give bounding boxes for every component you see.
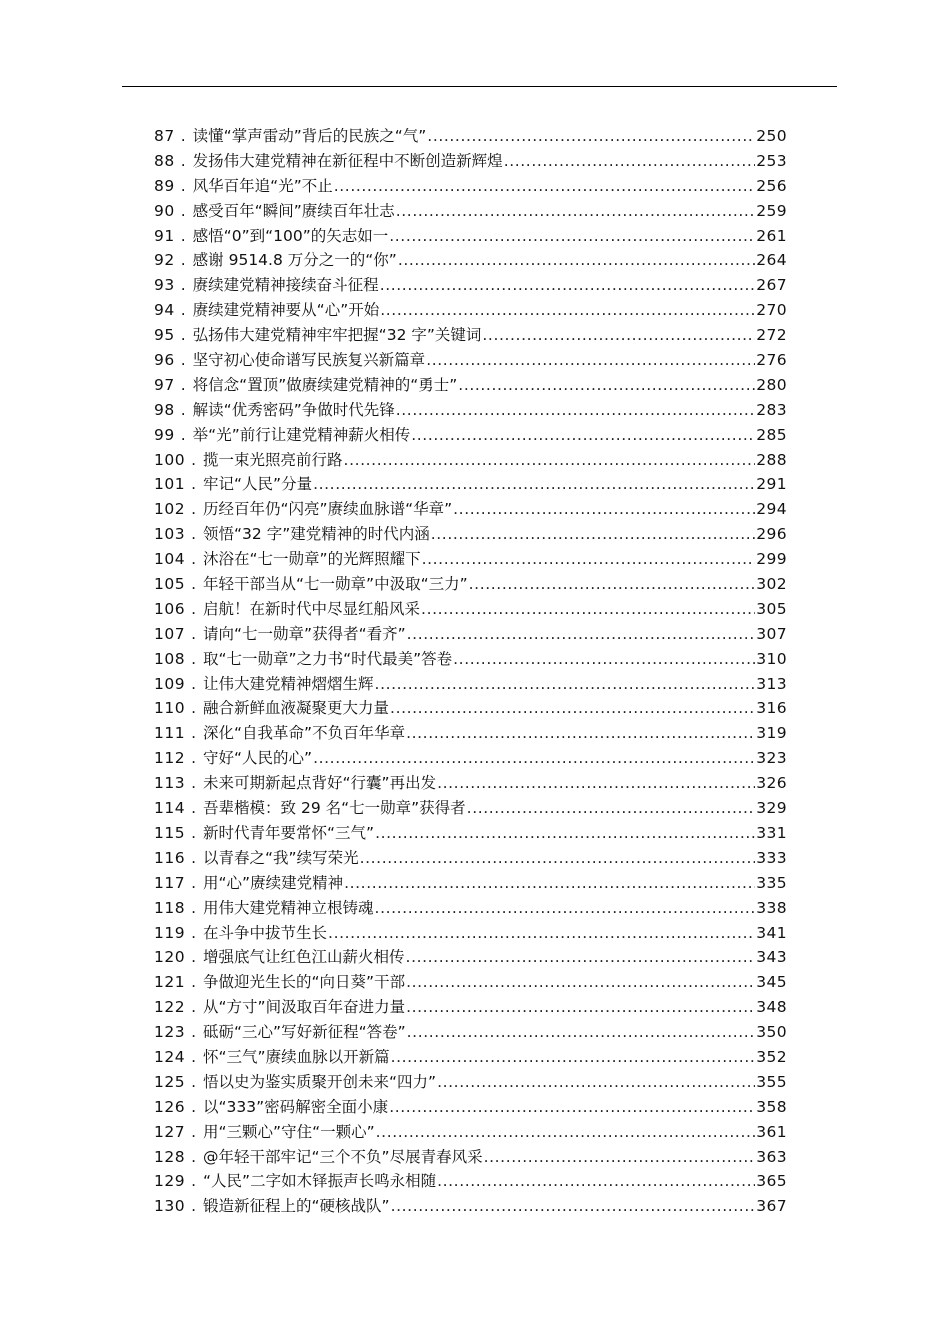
dot-leader [437,771,755,796]
toc-entry[interactable] [154,248,787,273]
entry-number: 108 [154,649,186,668]
entry-page-number: 333 [756,848,787,867]
toc-entry[interactable] [154,522,787,547]
entry-separator: . [191,923,197,942]
entry-number: 122 [154,998,186,1017]
entry-page-number: 250 [756,127,787,145]
dot-leader [391,1045,756,1070]
entry-number: 119 [154,923,186,942]
entry-number: 107 [154,624,186,643]
entry-title: @年轻干部牢记“三个不负”尽展青春风采 [203,1147,483,1166]
entry-title: 历经百年仍“闪亮”赓续血脉谱“华章” [203,500,453,519]
entry-number: 114 [154,799,186,818]
entry-number: 113 [154,774,186,793]
entry-separator: . [191,525,197,544]
entry-separator: . [191,1023,197,1042]
toc-entry[interactable] [154,696,787,721]
entry-separator: . [191,1147,197,1166]
dot-leader [406,721,755,746]
entry-title: 增强底气让红色江山薪火相传 [203,948,405,967]
dot-leader [360,846,756,871]
entry-page-number: 355 [756,1072,787,1091]
toc-entry[interactable] [154,871,787,896]
entry-title: 在斗争中拔节生长 [203,923,328,942]
entry-separator: . [191,898,197,917]
entry-number: 87 [154,127,175,145]
entry-number: 98 [154,400,175,419]
entry-page-number: 358 [756,1097,787,1116]
dot-leader [422,547,756,572]
dot-leader [313,472,755,497]
entry-page-number: 363 [756,1147,787,1166]
entry-number: 111 [154,724,186,743]
dot-leader [406,970,755,995]
entry-separator: . [180,425,186,444]
entry-page-number: 341 [756,923,787,942]
entry-number: 127 [154,1122,186,1141]
toc-entry[interactable] [154,771,787,796]
entry-number: 97 [154,375,175,394]
toc-entry[interactable] [154,821,787,846]
entry-title: 用伟大建党精神立根铸魂 [203,898,374,917]
dot-leader [389,1095,755,1120]
entry-title: 弘扬伟大建党精神牢牢把握“32 字”关键词 [192,326,482,345]
toc-entry[interactable] [154,323,787,348]
entry-separator: . [191,1172,197,1191]
entry-title: 用“三颗心”守住“一颗心” [203,1122,375,1141]
entry-page-number: 280 [756,375,787,394]
entry-title: 融合新鲜血液凝聚更大力量 [203,699,390,718]
entry-number: 110 [154,699,186,718]
toc-entry[interactable] [154,1194,787,1219]
entry-title: 从“方寸”间汲取百年奋进力量 [203,998,406,1017]
toc-entry[interactable] [154,1070,787,1095]
toc-entry[interactable] [154,945,787,970]
entry-separator: . [191,848,197,867]
entry-title: 沐浴在“七一勋章”的光辉照耀下 [203,550,421,569]
dot-leader [398,248,755,273]
toc-entry[interactable] [154,1169,787,1194]
entry-separator: . [191,998,197,1017]
dot-leader [469,572,756,597]
entry-number: 125 [154,1072,186,1091]
toc-entry[interactable] [154,373,787,398]
entry-separator: . [180,127,186,145]
toc-entry[interactable] [154,622,787,647]
entry-number: 96 [154,351,175,370]
entry-title: 吾辈楷模：致 29 名“七一勋章”获得者 [203,799,466,818]
dot-leader [406,945,756,970]
entry-number: 89 [154,176,175,195]
entry-number: 95 [154,326,175,345]
dot-leader [376,1120,756,1145]
dot-leader [421,597,755,622]
entry-separator: . [180,351,186,370]
toc-entry[interactable] [154,597,787,622]
entry-title: 砥砺“三心”写好新征程“答卷” [203,1023,406,1042]
entry-separator: . [180,326,186,345]
entry-number: 92 [154,251,175,270]
toc-entry[interactable] [154,1045,787,1070]
entry-page-number: 348 [756,998,787,1017]
entry-separator: . [191,1097,197,1116]
dot-leader [396,398,755,423]
entry-separator: . [180,151,186,170]
entry-title: 让伟大建党精神熠熠生辉 [203,674,374,693]
entry-number: 109 [154,674,186,693]
entry-title: 请向“七一勋章”获得者“看齐” [203,624,406,643]
dot-leader [437,1169,755,1194]
entry-page-number: 270 [756,301,787,320]
entry-page-number: 264 [756,251,787,270]
entry-page-number: 352 [756,1047,787,1066]
entry-page-number: 338 [756,898,787,917]
dot-leader [375,821,755,846]
entry-number: 121 [154,973,186,992]
entry-separator: . [180,251,186,270]
entry-separator: . [180,201,186,220]
dot-leader [426,348,755,373]
toc-entry[interactable] [154,572,787,597]
dot-leader [484,1145,756,1170]
dot-leader [344,448,756,473]
toc-entry[interactable] [154,647,787,672]
entry-title: 揽一束光照亮前行路 [203,450,343,469]
toc-entry[interactable] [154,746,787,771]
entry-number: 99 [154,425,175,444]
entry-title: 未来可期新起点背好“行囊”再出发 [203,774,437,793]
entry-page-number: 283 [756,400,787,419]
dot-leader [375,896,756,921]
entry-number: 101 [154,475,186,494]
dot-leader [453,647,755,672]
entry-separator: . [191,724,197,743]
toc-entry[interactable] [154,672,787,697]
toc-entry[interactable] [154,1095,787,1120]
toc-entry[interactable] [154,1120,787,1145]
entry-number: 100 [154,450,186,469]
toc-entry[interactable] [154,298,787,323]
dot-leader [407,1020,756,1045]
toc-entry[interactable] [154,1145,787,1170]
entry-title: 感受百年“瞬间”赓续百年壮志 [192,201,395,220]
toc-entry[interactable] [154,497,787,522]
dot-leader [328,921,755,946]
entry-number: 129 [154,1172,186,1191]
entry-separator: . [191,674,197,693]
entry-page-number: 288 [756,450,787,469]
entry-title: 坚守初心使命谱写民族复兴新篇章 [192,351,426,370]
toc-entry[interactable] [154,970,787,995]
entry-separator: . [191,649,197,668]
entry-number: 91 [154,226,175,245]
entry-page-number: 296 [756,525,787,544]
entry-number: 116 [154,848,186,867]
entry-title: 争做迎光生长的“向日葵”干部 [203,973,406,992]
entry-page-number: 331 [756,823,787,842]
dot-leader [380,273,756,298]
entry-title: 解读“优秀密码”争做时代先锋 [192,400,395,419]
entry-number: 112 [154,749,186,768]
entry-separator: . [191,550,197,569]
entry-title: 新时代青年要常怀“三气” [203,823,375,842]
dot-leader [391,1194,756,1219]
entry-title: 启航！在新时代中尽显红船风采 [203,599,421,618]
dot-leader [411,423,755,448]
entry-title: 举“光”前行让建党精神薪火相传 [192,425,411,444]
entry-title: 赓续建党精神接续奋斗征程 [192,276,379,295]
entry-page-number: 345 [756,973,787,992]
toc-entry[interactable] [154,796,787,821]
entry-separator: . [180,276,186,295]
entry-number: 115 [154,823,186,842]
entry-separator: . [180,375,186,394]
entry-page-number: 367 [756,1197,787,1216]
entry-page-number: 291 [756,475,787,494]
toc-entry[interactable] [154,721,787,746]
entry-page-number: 253 [756,151,787,170]
dot-leader [389,224,755,249]
dot-leader [467,796,756,821]
entry-page-number: 361 [756,1122,787,1141]
entry-page-number: 350 [756,1023,787,1042]
entry-number: 130 [154,1197,186,1216]
toc-entry[interactable] [154,199,787,224]
entry-number: 126 [154,1097,186,1116]
entry-title: 用“心”赓续建党精神 [203,873,344,892]
entry-title: 悟以史为鉴实质聚开创未来“四力” [203,1072,437,1091]
entry-title: 风华百年追“光”不止 [192,176,333,195]
entry-page-number: 261 [756,226,787,245]
dot-leader [396,199,755,224]
entry-page-number: 343 [756,948,787,967]
entry-page-number: 307 [756,624,787,643]
toc-entry[interactable] [154,921,787,946]
dot-leader [406,995,755,1020]
dot-leader [431,522,755,547]
entry-page-number: 276 [756,351,787,370]
dot-leader [453,497,755,522]
dot-leader [427,124,755,149]
entry-number: 117 [154,873,186,892]
entry-separator: . [191,1122,197,1141]
entry-title: 年轻干部当从“七一勋章”中汲取“三力” [203,575,468,594]
entry-separator: . [191,1072,197,1091]
entry-page-number: 302 [756,575,787,594]
dot-leader [334,174,755,199]
toc-entry[interactable] [154,423,787,448]
toc-entry[interactable] [154,846,787,871]
entry-page-number: 365 [756,1172,787,1191]
toc-entry[interactable] [154,547,787,572]
entry-page-number: 267 [756,276,787,295]
entry-number: 118 [154,898,186,917]
entry-number: 104 [154,550,186,569]
toc-entry[interactable] [154,1020,787,1045]
dot-leader [375,672,756,697]
entry-title: 以“333”密码解密全面小康 [203,1097,389,1116]
entry-title: “人民”二字如木铎振声长鸣永相随 [203,1172,437,1191]
entry-number: 94 [154,301,175,320]
entry-number: 90 [154,201,175,220]
entry-title: 读懂“掌声雷动”背后的民族之“气” [192,127,427,145]
table-of-contents [154,124,787,1219]
entry-number: 105 [154,575,186,594]
entry-title: 取“七一勋章”之力书“时代最美”答卷 [203,649,453,668]
entry-number: 120 [154,948,186,967]
dot-leader [380,298,755,323]
dot-leader [482,323,755,348]
toc-entry[interactable] [154,124,787,149]
toc-entry[interactable] [154,174,787,199]
entry-separator: . [191,624,197,643]
toc-entry[interactable] [154,224,787,249]
entry-number: 123 [154,1023,186,1042]
entry-number: 93 [154,276,175,295]
entry-page-number: 256 [756,176,787,195]
entry-separator: . [191,873,197,892]
entry-title: 深化“自我革命”不负百年华章 [203,724,406,743]
entry-number: 103 [154,525,186,544]
entry-number: 106 [154,599,186,618]
entry-number: 124 [154,1047,186,1066]
entry-separator: . [180,301,186,320]
entry-title: 感悟“0”到“100”的矢志如一 [192,226,389,245]
dot-leader [313,746,755,771]
entry-page-number: 326 [756,774,787,793]
entry-page-number: 272 [756,326,787,345]
dot-leader [437,1070,755,1095]
toc-entry[interactable] [154,398,787,423]
toc-entry[interactable] [154,149,787,174]
entry-separator: . [191,599,197,618]
entry-page-number: 319 [756,724,787,743]
toc-entry[interactable] [154,472,787,497]
entry-title: 领悟“32 字”建党精神的时代内涵 [203,525,430,544]
entry-title: 锻造新征程上的“硬核战队” [203,1197,390,1216]
entry-title: 感谢 9514.8 万分之一的“你” [192,251,397,270]
entry-separator: . [191,799,197,818]
entry-separator: . [191,774,197,793]
toc-entry[interactable] [154,448,787,473]
entry-number: 102 [154,500,186,519]
entry-separator: . [191,749,197,768]
dot-leader [458,373,755,398]
entry-title: 守好“人民的心” [203,749,313,768]
entry-page-number: 335 [756,873,787,892]
toc-entry[interactable] [154,896,787,921]
dot-leader [390,696,755,721]
entry-separator: . [191,475,197,494]
entry-title: 牢记“人民”分量 [203,475,313,494]
entry-number: 88 [154,151,175,170]
entry-separator: . [191,948,197,967]
entry-page-number: 299 [756,550,787,569]
entry-separator: . [191,699,197,718]
entry-separator: . [191,1197,197,1216]
entry-title: 发扬伟大建党精神在新征程中不断创造新辉煌 [192,151,503,170]
entry-title: 将信念“置顶”做赓续建党精神的“勇士” [192,375,458,394]
entry-page-number: 294 [756,500,787,519]
entry-separator: . [191,823,197,842]
entry-page-number: 305 [756,599,787,618]
entry-separator: . [180,176,186,195]
dot-leader [407,622,756,647]
toc-entry[interactable] [154,273,787,298]
entry-separator: . [191,575,197,594]
toc-entry[interactable] [154,995,787,1020]
entry-page-number: 310 [756,649,787,668]
entry-separator: . [180,226,186,245]
dot-leader [344,871,755,896]
entry-title: 怀“三气”赓续血脉以开新篇 [203,1047,390,1066]
entry-page-number: 313 [756,674,787,693]
entry-separator: . [191,973,197,992]
dot-leader [504,149,756,174]
entry-page-number: 316 [756,699,787,718]
header-rule [122,86,837,87]
entry-page-number: 259 [756,201,787,220]
entry-separator: . [191,500,197,519]
entry-separator: . [191,450,197,469]
entry-separator: . [180,400,186,419]
entry-number: 128 [154,1147,186,1166]
entry-page-number: 323 [756,749,787,768]
toc-entry[interactable] [154,348,787,373]
entry-separator: . [191,1047,197,1066]
entry-title: 赓续建党精神要从“心”开始 [192,301,380,320]
entry-page-number: 285 [756,425,787,444]
entry-page-number: 329 [756,799,787,818]
entry-title: 以青春之“我”续写荣光 [203,848,359,867]
